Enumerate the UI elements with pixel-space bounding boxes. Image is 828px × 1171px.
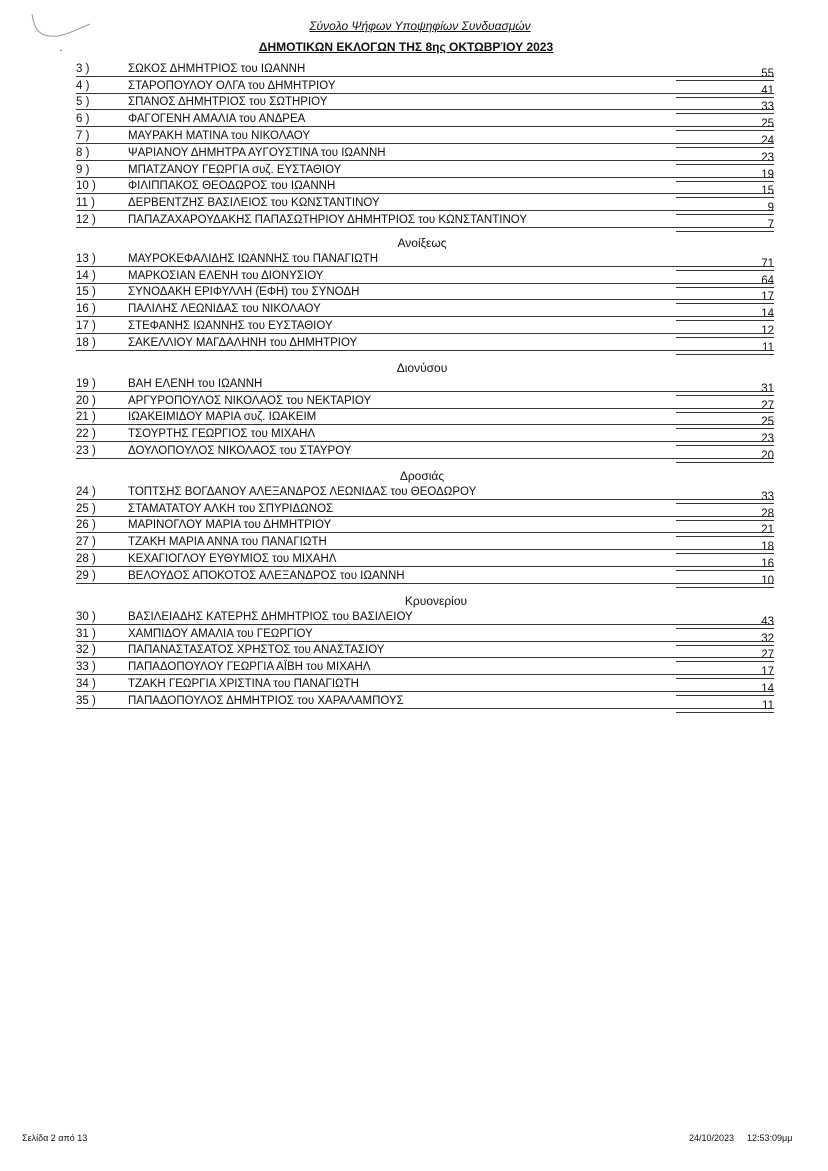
- candidate-name: ΤΟΠΤΣΗΣ ΒΟΓΔΑΝΟΥ ΑΛΕΞΑΝΔΡΟΣ ΛΕΩΝΙΔΑΣ του ΘΕΟΔΩΡΟΥ: [128, 485, 477, 498]
- votes-underline: [676, 231, 774, 232]
- candidate-row: [76, 690, 774, 712]
- candidate-row: [76, 548, 774, 570]
- candidate-row: [76, 282, 774, 304]
- candidate-name: ΨΑΡΙΑΝΟΥ ΔΗΜΗΤΡΑ ΑΥΓΟΥΣΤΙΝΑ του ΙΩΑΝΝΗ: [128, 146, 386, 159]
- candidate-votes: 14: [761, 682, 774, 695]
- candidate-votes: 17: [761, 291, 774, 304]
- votes-underline: [676, 587, 774, 588]
- candidate-votes: 19: [761, 168, 774, 181]
- candidate-number: 16 ): [76, 303, 96, 316]
- document-title: Σύνολο Ψήφων Υποψηφίων Συνδυασμών: [309, 19, 531, 33]
- candidate-number: 12 ): [76, 213, 96, 226]
- candidate-number: 10 ): [76, 180, 96, 193]
- candidate-row: [76, 606, 774, 628]
- candidate-number: 30 ): [76, 610, 96, 623]
- candidate-row: [76, 209, 774, 231]
- candidate-votes: 25: [761, 416, 774, 429]
- candidate-votes: 32: [761, 632, 774, 645]
- print-date: 24/10/2023: [689, 1133, 735, 1143]
- candidate-group: [76, 248, 774, 354]
- candidate-name: ΤΖΑΚΗ ΓΕΩΡΓΙΑ ΧΡΙΣΤΙΝΑ του ΠΑΝΑΓΙΩΤΗ: [128, 677, 359, 690]
- candidate-votes: 31: [761, 382, 774, 395]
- candidate-row: [76, 332, 774, 354]
- candidate-row: [76, 640, 774, 662]
- candidate-number: 31 ): [76, 627, 96, 640]
- candidate-number: 22 ): [76, 428, 96, 441]
- candidate-number: 23 ): [76, 444, 96, 457]
- candidate-number: 35 ): [76, 694, 96, 707]
- candidate-number: 17 ): [76, 319, 96, 332]
- candidate-number: 18 ): [76, 336, 96, 349]
- district-heading: Διονύσου: [396, 361, 448, 375]
- candidate-votes: 24: [761, 134, 774, 147]
- candidate-row: [76, 531, 774, 554]
- candidate-number: 27 ): [76, 536, 96, 549]
- candidate-name: ΜΑΡΙΝΟΓΛΟΥ ΜΑΡΙΑ του ΔΗΜΗΤΡΙΟΥ: [128, 519, 332, 532]
- votes-underline: [676, 354, 774, 355]
- candidate-votes: 20: [761, 449, 774, 462]
- candidate-name: ΣΤΕΦΑΝΗΣ ΙΩΑΝΝΗΣ του ΕΥΣΤΑΘΙΟΥ: [128, 319, 333, 332]
- candidate-row: [76, 656, 774, 679]
- candidate-number: 3 ): [76, 62, 90, 75]
- candidate-votes: 9: [767, 202, 774, 215]
- candidate-row: [76, 248, 774, 270]
- candidate-name: ΠΑΠΑΖΑΧΑΡΟΥΔΑΚΗΣ ΠΑΠΑΣΩΤΗΡΙΟΥ ΔΗΜΗΤΡΙΟΣ του ΚΩΝΣΤΑΝΤΙΝΟΥ: [128, 213, 527, 226]
- candidate-number: 25 ): [76, 502, 96, 515]
- candidate-name: ΒΕΛΟΥΔΟΣ ΑΠΟΚΟΤΟΣ ΑΛΕΞΑΝΔΡΟΣ του ΙΩΑΝΝΗ: [128, 569, 405, 582]
- candidate-row: [76, 673, 774, 695]
- candidate-row: [76, 373, 774, 395]
- row-underline: [76, 583, 774, 584]
- votes-underline: [676, 712, 774, 713]
- candidate-row: [76, 440, 774, 462]
- row-underline: [76, 458, 774, 459]
- candidate-name: ΑΡΓΥΡΟΠΟΥΛΟΣ ΝΙΚΟΛΑΟΣ του ΝΕΚΤΑΡΙΟΥ: [128, 394, 372, 407]
- candidate-row: [76, 315, 774, 337]
- candidate-name: ΣΥΝΟΔΑΚΗ ΕΡΙΦΥΛΛΗ (ΕΦΗ) του ΣΥΝΟΔΗ: [128, 286, 360, 299]
- candidate-name: ΔΕΡΒΕΝΤΖΗΣ ΒΑΣΙΛΕΙΟΣ του ΚΩΝΣΤΑΝΤΙΝΟΥ: [128, 197, 380, 210]
- candidate-name: ΜΑΡΚΟΣΙΑΝ ΕΛΕΝΗ του ΔΙΟΝΥΣΙΟΥ: [128, 269, 324, 282]
- candidate-votes: 7: [767, 218, 774, 231]
- candidate-number: 20 ): [76, 394, 96, 407]
- candidate-row: [76, 623, 774, 645]
- candidate-number: 7 ): [76, 129, 90, 142]
- candidate-row: [76, 298, 774, 321]
- candidate-votes: 71: [761, 257, 774, 270]
- candidate-name: ΠΑΛΙΛΗΣ ΛΕΩΝΙΔΑΣ του ΝΙΚΟΛΑΟΥ: [128, 303, 321, 316]
- candidate-votes: 64: [761, 274, 774, 287]
- district-heading: Κρυονερίου: [404, 594, 468, 608]
- candidate-row: [76, 125, 774, 147]
- candidate-number: 19 ): [76, 377, 96, 390]
- candidate-row: [76, 515, 774, 537]
- candidate-name: ΤΣΟΥΡΤΗΣ ΓΕΩΡΓΙΟΣ του ΜΙΧΑΗΛ: [128, 428, 316, 441]
- candidate-row: [76, 423, 774, 446]
- candidate-number: 11 ): [76, 197, 95, 210]
- candidate-votes: 11: [762, 341, 774, 354]
- votes-underline: [676, 462, 774, 463]
- candidate-row: [76, 407, 774, 429]
- candidate-votes: 27: [761, 399, 774, 412]
- candidate-votes: 27: [761, 649, 774, 662]
- candidate-number: 28 ): [76, 552, 96, 565]
- candidate-row: [76, 58, 774, 80]
- candidate-row: [76, 481, 774, 503]
- candidate-votes: 33: [761, 490, 774, 503]
- candidate-votes: 41: [761, 84, 774, 97]
- candidate-name: ΜΑΥΡΟΚΕΦΑΛΙΔΗΣ ΙΩΑΝΝΗΣ του ΠΑΝΑΓΙΩΤΗ: [128, 252, 379, 265]
- candidate-name: ΣΠΑΝΟΣ ΔΗΜΗΤΡΙΟΣ του ΣΩΤΗΡΙΟΥ: [128, 96, 328, 109]
- candidate-name: ΧΑΜΠΙΔΟΥ ΑΜΑΛΙΑ του ΓΕΩΡΓΙΟΥ: [128, 627, 313, 640]
- candidate-number: 14 ): [76, 269, 96, 282]
- candidate-name: ΣΤΑΡΟΠΟΥΛΟΥ ΟΛΓΑ του ΔΗΜΗΤΡΙΟΥ: [128, 79, 336, 92]
- candidate-name: ΠΑΠΑΔΟΠΟΥΛΟΣ ΔΗΜΗΤΡΙΟΣ του ΧΑΡΑΛΑΜΠΟΥΣ: [128, 694, 404, 707]
- candidate-number: 26 ): [76, 519, 96, 532]
- candidate-name: ΙΩΑΚΕΙΜΙΔΟΥ ΜΑΡΙΑ συζ. ΙΩΑΚΕΙΜ: [128, 411, 317, 424]
- candidate-number: 29 ): [76, 569, 96, 582]
- candidate-group: [76, 58, 774, 231]
- candidate-votes: 10: [761, 574, 774, 587]
- candidate-votes: 14: [761, 308, 774, 321]
- candidate-name: ΣΑΚΕΛΛΙΟΥ ΜΑΓΔΑΛΗΝΗ του ΔΗΜΗΤΡΙΟΥ: [128, 336, 358, 349]
- candidate-row: [76, 565, 774, 587]
- candidate-number: 13 ): [76, 252, 96, 265]
- document-subtitle: ΔΗΜΟΤΙΚΩΝ ΕΚΛΟΓΩΝ ΤΗΣ 8ης ΟΚΤΩΒΡΊΟΥ 2023: [258, 40, 554, 54]
- candidate-row: [76, 390, 774, 412]
- candidate-name: ΒΑΣΙΛΕΙΑΔΗΣ ΚΑΤΕΡΗΣ ΔΗΜΗΤΡΙΟΣ του ΒΑΣΙΛΕΙΟΥ: [128, 610, 413, 623]
- candidate-row: [76, 159, 774, 181]
- candidate-number: 9 ): [76, 163, 90, 176]
- candidate-row: [76, 108, 774, 131]
- candidate-votes: 11: [762, 699, 774, 712]
- print-time: 12:53:09μμ: [747, 1133, 793, 1143]
- candidate-votes: 25: [761, 118, 774, 131]
- candidate-votes: 28: [761, 507, 774, 520]
- candidate-number: 5 ): [76, 96, 90, 109]
- candidate-name: ΠΑΠΑΔΟΠΟΥΛΟΥ ΓΕΩΡΓΙΑ ΑΪΒΗ του ΜΙΧΑΗΛ: [128, 661, 371, 674]
- candidate-number: 32 ): [76, 644, 96, 657]
- candidate-number: 4 ): [76, 79, 90, 92]
- candidate-votes: 55: [761, 67, 774, 80]
- row-underline: [76, 708, 774, 709]
- candidate-group: [76, 481, 774, 587]
- row-underline: [76, 227, 774, 228]
- candidate-number: 21 ): [76, 411, 96, 424]
- candidate-number: 15 ): [76, 286, 96, 299]
- candidate-row: [76, 176, 774, 198]
- candidate-number: 34 ): [76, 677, 96, 690]
- candidate-name: ΣΤΑΜΑΤΑΤΟΥ ΑΛΚΗ του ΣΠΥΡΙΔΩΝΟΣ: [128, 502, 334, 515]
- candidate-name: ΚΕΧΑΓΙΟΓΛΟΥ ΕΥΘΥΜΙΟΣ του ΜΙΧΑΗΛ: [128, 552, 337, 565]
- page-number: Σελίδα 2 από 13: [22, 1133, 88, 1143]
- candidate-votes: 21: [761, 524, 774, 537]
- candidate-name: ΦΑΓΟΓΕΝΗ ΑΜΑΛΙΑ του ΑΝΔΡΕΑ: [128, 113, 306, 126]
- candidate-name: ΠΑΠΑΝΑΣΤΑΣΑΤΟΣ ΧΡΗΣΤΟΣ του ΑΝΑΣΤΑΣΙΟΥ: [128, 644, 385, 657]
- candidate-votes: 18: [761, 541, 774, 554]
- district-heading: Δροσιάς: [399, 469, 445, 483]
- candidate-group: [76, 606, 774, 712]
- candidate-votes: 23: [761, 433, 774, 446]
- candidate-number: 33 ): [76, 661, 96, 674]
- candidate-name: ΔΟΥΛΟΠΟΥΛΟΣ ΝΙΚΟΛΑΟΣ του ΣΤΑΥΡΟΥ: [128, 444, 352, 457]
- candidate-row: [76, 142, 774, 164]
- candidate-row: [76, 92, 774, 114]
- candidate-votes: 43: [761, 615, 774, 628]
- candidate-name: ΤΖΑΚΗ ΜΑΡΙΑ ΑΝΝΑ του ΠΑΝΑΓΙΩΤΗ: [128, 536, 327, 549]
- candidate-votes: 16: [761, 557, 774, 570]
- candidate-votes: 23: [761, 151, 774, 164]
- candidate-votes: 15: [761, 185, 774, 198]
- candidate-number: 8 ): [76, 146, 90, 159]
- candidate-votes: 12: [761, 324, 774, 337]
- candidate-number: 24 ): [76, 485, 96, 498]
- row-underline: [76, 350, 774, 351]
- district-heading: Ανοίξεως: [397, 236, 447, 250]
- candidate-name: ΜΠΑΤΖΑΝΟΥ ΓΕΩΡΓΙΑ συζ. ΕΥΣΤΑΘΙΟΥ: [128, 163, 342, 176]
- candidate-votes: 33: [761, 101, 774, 114]
- candidate-row: [76, 498, 774, 520]
- candidate-row: [76, 265, 774, 287]
- candidate-row: [76, 192, 774, 215]
- candidate-row: [76, 75, 774, 97]
- candidate-number: 6 ): [76, 113, 90, 126]
- candidate-group: [76, 373, 774, 462]
- candidate-name: ΜΑΥΡΑΚΗ ΜΑΤΙΝΑ του ΝΙΚΟΛΑΟΥ: [128, 129, 311, 142]
- candidate-votes: 17: [761, 666, 774, 679]
- candidate-name: ΦΙΛΙΠΠΑΚΟΣ ΘΕΟΔΩΡΟΣ του ΙΩΑΝΝΗ: [128, 180, 336, 193]
- candidate-name: ΒΑΗ ΕΛΕΝΗ του ΙΩΑΝΝΗ: [128, 377, 263, 390]
- candidate-name: ΣΩΚΟΣ ΔΗΜΗΤΡΙΟΣ του ΙΩΑΝΝΗ: [128, 62, 306, 75]
